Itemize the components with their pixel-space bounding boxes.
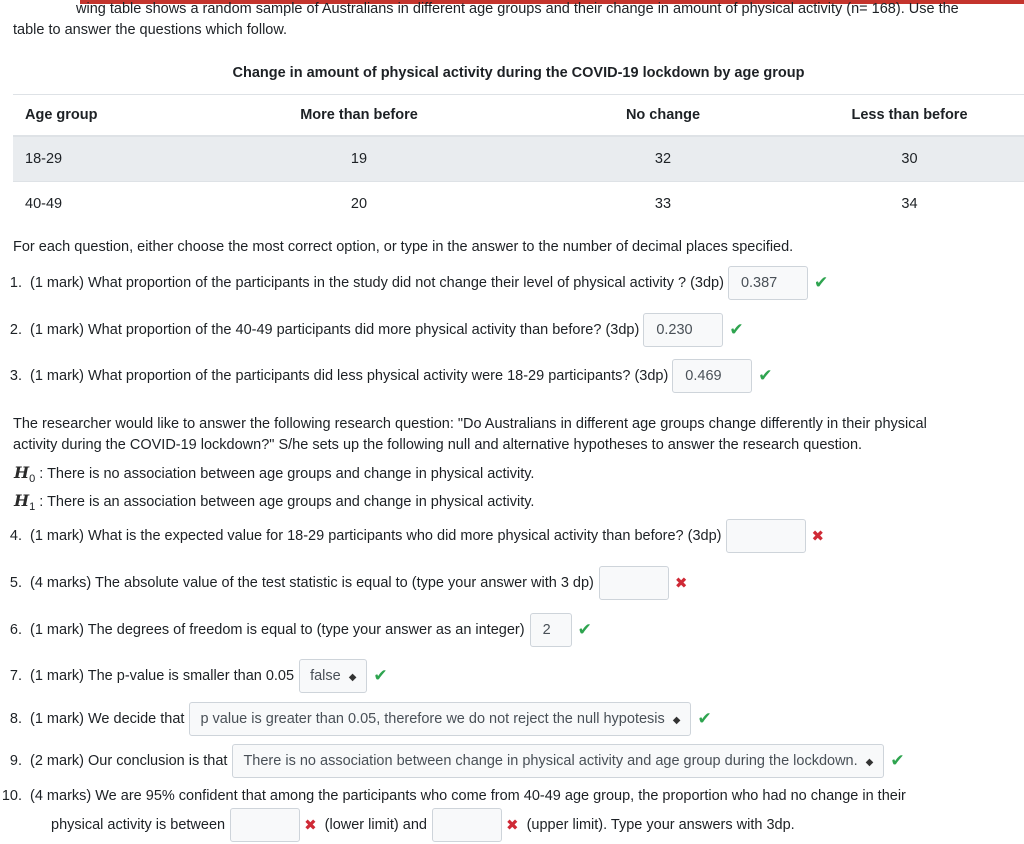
correct-check-icon: ✔ [577, 620, 592, 639]
h0-symbol: H [14, 463, 30, 482]
correct-check-icon: ✔ [697, 709, 712, 728]
answer-input-q5[interactable] [599, 566, 669, 600]
question-text: (1 mark) What proportion of the participants in the study did not change their level of physical activity ? (3dp) [30, 275, 724, 291]
lower-limit-input[interactable] [230, 808, 300, 842]
select-arrow-icon: ◆ [672, 715, 681, 726]
null-hypothesis [14, 463, 534, 485]
question-text: (4 marks) The absolute value of the test statistic is equal to (type your answer with 3 dp) [30, 575, 594, 591]
cell: 20 [187, 181, 531, 226]
table-row [13, 181, 1024, 226]
question-number: 8. [9, 711, 22, 727]
question-number: 6. [9, 622, 22, 638]
question-number: 1. [9, 275, 22, 291]
cell: 19 [187, 136, 531, 181]
question-number: 7. [9, 668, 22, 684]
question-number: 4. [9, 528, 22, 544]
cell: 18-29 [13, 136, 187, 181]
incorrect-cross-icon: ✖ [674, 575, 688, 592]
activity-table [13, 52, 1024, 226]
select-q8[interactable] [189, 702, 691, 736]
select-value: p value is greater than 0.05, therefore we do not reject the null hypotesis [200, 711, 665, 727]
table-row [13, 136, 1024, 181]
question-2 [0, 313, 744, 347]
select-arrow-icon: ◆ [348, 672, 357, 683]
question-7 [0, 659, 388, 693]
header-age-group: Age group [13, 95, 187, 137]
question-number: 10. [1, 788, 22, 804]
question-text: (1 mark) What proportion of the 40-49 participants did more physical activity than before? (3dp) [30, 322, 640, 338]
answer-input-q6[interactable]: 2 [530, 613, 572, 647]
header-less: Less than before [795, 95, 1024, 137]
upper-limit-label: (upper limit). Type your answers with 3dp. [526, 817, 795, 833]
question-text: (1 mark) The p-value is smaller than 0.05 [30, 668, 295, 684]
header-no-change: No change [531, 95, 795, 137]
cell: 30 [795, 136, 1024, 181]
question-number: 3. [9, 368, 22, 384]
incorrect-cross-icon: ✖ [811, 528, 825, 545]
correct-check-icon: ✔ [729, 320, 744, 339]
select-q7[interactable] [299, 659, 367, 693]
cell: 33 [531, 181, 795, 226]
question-text-line-2: physical activity is between [51, 817, 226, 833]
intro-text [13, 3, 1023, 41]
cell: 40-49 [13, 181, 187, 226]
question-8 [0, 702, 712, 736]
h1-subscript: 1 [29, 500, 36, 513]
instructions: For each question, either choose the most correct option, or type in the answer to the number of decimal places specified. [13, 239, 794, 255]
answer-input-q2[interactable]: 0.230 [643, 313, 723, 347]
research-line-1: The researcher would like to answer the following research question: "Do Australians in different age groups change differently in their physical [13, 416, 927, 432]
correct-check-icon: ✔ [890, 751, 905, 770]
correct-check-icon: ✔ [813, 273, 829, 292]
intro-line-2: table to answer the questions which follow. [13, 22, 288, 38]
question-4 [0, 519, 824, 553]
cell: 32 [531, 136, 795, 181]
question-10 [0, 788, 906, 804]
answer-input-q3[interactable]: 0.469 [672, 359, 752, 393]
select-arrow-icon: ◆ [865, 757, 874, 768]
question-3 [0, 359, 773, 393]
question-number: 9. [9, 753, 22, 769]
lower-limit-label: (lower limit) and [324, 817, 427, 833]
incorrect-cross-icon: ✖ [304, 817, 317, 834]
table-caption: Change in amount of physical activity during the COVID-19 lockdown by age group [232, 65, 805, 81]
incorrect-cross-icon: ✖ [506, 817, 519, 834]
question-number: 5. [9, 575, 22, 591]
alternative-hypothesis [14, 491, 534, 513]
select-value: false [310, 668, 341, 684]
question-text: (1 mark) What proportion of the participants did less physical activity were 18-29 participants? (3dp) [30, 368, 669, 384]
answer-input-q1[interactable]: 0.387 [728, 266, 808, 300]
question-6 [0, 613, 592, 647]
question-5 [0, 566, 687, 600]
h0-subscript: 0 [29, 472, 36, 485]
upper-limit-input[interactable] [432, 808, 502, 842]
header-more: More than before [187, 95, 531, 137]
question-9 [0, 744, 905, 778]
correct-check-icon: ✔ [373, 666, 388, 685]
h0-text: : There is no association between age groups and change in physical activity. [39, 466, 535, 482]
question-text: (2 mark) Our conclusion is that [30, 753, 228, 769]
question-10-answers [51, 808, 795, 842]
research-question [13, 414, 927, 456]
question-text: (1 mark) What is the expected value for 18-29 participants who did more physical activity than before? (3dp) [30, 528, 722, 544]
select-value: There is no association between change in physical activity and age group during the lockdown. [243, 753, 858, 769]
answer-input-q4[interactable] [726, 519, 806, 553]
intro-line-1: wing table shows a random sample of Australians in different age groups and their change in amount of physical activity (n= 168). Use the [76, 1, 959, 17]
question-text: (1 mark) We decide that [30, 711, 185, 727]
question-1 [0, 266, 828, 300]
h1-text: : There is an association between age groups and change in physical activity. [39, 494, 535, 510]
question-number: 2. [9, 322, 22, 338]
question-text-line-1: (4 marks) We are 95% confident that among the participants who come from 40-49 age group, the proportion who had no change in their [30, 788, 906, 804]
cell: 34 [795, 181, 1024, 226]
select-q9[interactable] [232, 744, 884, 778]
research-line-2: activity during the COVID-19 lockdown?" S/he sets up the following null and alternative hypotheses to answer the research question. [13, 437, 863, 453]
h1-symbol: H [14, 491, 30, 510]
question-text: (1 mark) The degrees of freedom is equal to (type your answer as an integer) [30, 622, 525, 638]
correct-check-icon: ✔ [758, 366, 773, 385]
